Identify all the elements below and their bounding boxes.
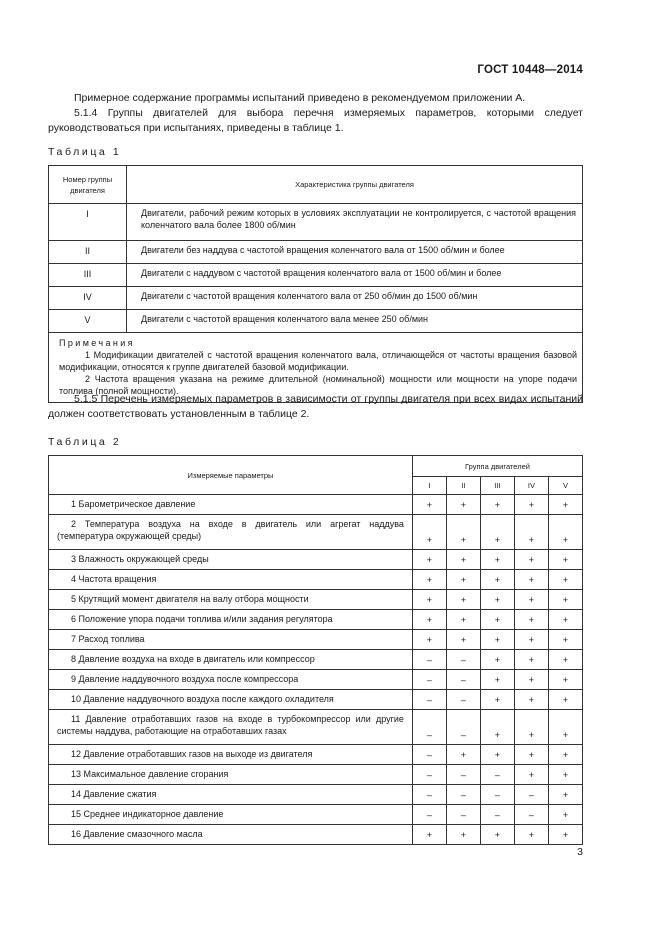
table-row <box>49 630 583 650</box>
param-name-cell <box>49 690 413 710</box>
table-row <box>49 204 583 241</box>
group-mark-cell: + <box>514 515 548 550</box>
param-name: Расход топлива <box>78 634 145 644</box>
param-number: 14 <box>71 789 82 799</box>
param-name: Влажность окружающей среды <box>78 554 209 564</box>
param-name: Среднее индикаторное давление <box>83 809 224 819</box>
group-mark-cell: + <box>548 785 582 805</box>
param-name-cell <box>49 670 413 690</box>
param-number: 15 <box>71 809 82 819</box>
section-paragraph-515 <box>48 392 583 422</box>
table-row <box>49 745 583 765</box>
table-row <box>49 765 583 785</box>
group-mark-cell: + <box>446 745 480 765</box>
param-name-cell <box>49 785 413 805</box>
group-mark-cell: + <box>548 610 582 630</box>
group-mark-cell: + <box>446 570 480 590</box>
param-name: Давление смазочного масла <box>83 829 203 839</box>
group-mark-cell: + <box>446 825 480 845</box>
intro-paragraph-2 <box>48 106 583 136</box>
group-mark-cell: – <box>412 765 446 785</box>
group-mark-cell: – <box>480 785 514 805</box>
param-number: 4 <box>71 574 77 584</box>
param-number: 13 <box>71 769 82 779</box>
param-name: Барометрическое давление <box>78 499 196 509</box>
group-mark-cell: + <box>514 745 548 765</box>
group-mark-cell: + <box>412 825 446 845</box>
group-mark-cell: + <box>412 610 446 630</box>
group-mark-cell: + <box>514 550 548 570</box>
group-mark-cell: + <box>480 495 514 515</box>
param-number: 9 <box>71 674 77 684</box>
group-mark-cell: – <box>412 670 446 690</box>
group-mark-cell: – <box>446 785 480 805</box>
intro-text-2: 5.1.4 Группы двигателей для выбора перечня измеряемых параметров, которыми следует руководствоваться при испытаниях, приведены в таблице 1. <box>48 107 583 134</box>
intro-text-1: Примерное содержание программы испытаний приведено в рекомендуемом приложении А. <box>74 92 526 104</box>
group-mark-cell: – <box>446 650 480 670</box>
group-mark-cell: + <box>548 570 582 590</box>
table2-header-params: Измеряемые параметры <box>49 456 413 495</box>
group-mark-cell: + <box>548 690 582 710</box>
page-number: 3 <box>577 846 583 858</box>
param-name: Положение упора подачи топлива и/или задания регулятора <box>78 614 333 624</box>
group-mark-cell: + <box>480 690 514 710</box>
param-name: Крутящий момент двигателя на валу отбора мощности <box>78 594 309 604</box>
group-mark-cell: + <box>548 515 582 550</box>
table1-cell-desc: Двигатели с частотой вращения коленчатого вала менее 250 об/мин <box>127 310 583 333</box>
param-number: 16 <box>71 829 82 839</box>
group-mark-cell: + <box>480 710 514 745</box>
group-mark-cell: + <box>412 590 446 610</box>
param-name-cell <box>49 550 413 570</box>
group-mark-cell: + <box>480 515 514 550</box>
param-name: Давление наддувочного воздуха после каждого охладителя <box>83 694 334 704</box>
group-mark-cell: + <box>548 630 582 650</box>
document-code: ГОСТ 10448—2014 <box>477 64 583 76</box>
table1-cell-desc: Двигатели с частотой вращения коленчатого вала от 250 об/мин до 1500 об/мин <box>127 287 583 310</box>
group-mark-cell: + <box>412 495 446 515</box>
group-mark-cell: + <box>480 650 514 670</box>
group-mark-cell: + <box>514 710 548 745</box>
group-mark-cell: + <box>548 765 582 785</box>
table-1 <box>48 165 583 403</box>
table2-caption: Таблица 2 <box>48 436 122 448</box>
table1-cell-group: V <box>49 310 127 333</box>
group-mark-cell: + <box>446 550 480 570</box>
table-row <box>49 310 583 333</box>
param-number: 5 <box>71 594 77 604</box>
param-number: 7 <box>71 634 77 644</box>
group-mark-cell: – <box>446 690 480 710</box>
group-mark-cell: + <box>548 745 582 765</box>
group-mark-cell: + <box>514 590 548 610</box>
table-row <box>49 650 583 670</box>
table-row <box>49 785 583 805</box>
table1-cell-group: IV <box>49 287 127 310</box>
group-mark-cell: + <box>480 630 514 650</box>
table-row <box>49 690 583 710</box>
group-mark-cell: – <box>514 805 548 825</box>
table-row <box>49 241 583 264</box>
table2-header-group-i: I <box>412 477 446 495</box>
table1-cell-desc: Двигатели, рабочий режим которых в условиях эксплуатации не контролируется, с частотой вращения коленчатого вала более 1800 об/мин <box>127 204 583 241</box>
param-name-cell <box>49 765 413 785</box>
group-mark-cell: + <box>548 825 582 845</box>
table-row <box>49 570 583 590</box>
param-name: Давление отработавших газов на входе в турбокомпрессор или другие системы наддува, работающие на отработавших газах <box>57 714 404 736</box>
param-name: Давление отработавших газов на выходе из двигателя <box>83 749 313 759</box>
param-number: 12 <box>71 749 82 759</box>
param-name-cell <box>49 610 413 630</box>
group-mark-cell: + <box>548 550 582 570</box>
table2-header-groups: Группа двигателей <box>412 456 582 477</box>
group-mark-cell: + <box>480 825 514 845</box>
group-mark-cell: + <box>480 610 514 630</box>
group-mark-cell: + <box>514 765 548 785</box>
param-number: 11 <box>71 714 81 724</box>
group-mark-cell: – <box>480 805 514 825</box>
group-mark-cell: + <box>548 650 582 670</box>
param-name: Давление сжатия <box>83 789 157 799</box>
table1-cell-group: I <box>49 204 127 241</box>
table-row <box>49 515 583 550</box>
group-mark-cell: + <box>480 590 514 610</box>
table1-cell-group: III <box>49 264 127 287</box>
param-name-cell <box>49 745 413 765</box>
table-2 <box>48 455 583 845</box>
param-name-cell <box>49 710 413 745</box>
table2-header-group-ii: II <box>446 477 480 495</box>
group-mark-cell: – <box>412 805 446 825</box>
group-mark-cell: + <box>412 515 446 550</box>
group-mark-cell: – <box>412 745 446 765</box>
group-mark-cell: + <box>548 670 582 690</box>
param-name-cell <box>49 515 413 550</box>
table2-header-group-v: V <box>548 477 582 495</box>
group-mark-cell: + <box>480 745 514 765</box>
table2-body <box>49 495 583 845</box>
group-mark-cell: + <box>548 710 582 745</box>
group-mark-cell: – <box>446 765 480 785</box>
table-row <box>49 610 583 630</box>
group-mark-cell: – <box>412 710 446 745</box>
param-name-cell <box>49 825 413 845</box>
group-mark-cell: + <box>480 550 514 570</box>
group-mark-cell: + <box>446 495 480 515</box>
group-mark-cell: + <box>514 570 548 590</box>
group-mark-cell: + <box>446 515 480 550</box>
param-name-cell <box>49 650 413 670</box>
param-number: 2 <box>71 519 77 529</box>
group-mark-cell: + <box>446 590 480 610</box>
table-row <box>49 264 583 287</box>
group-mark-cell: + <box>514 650 548 670</box>
group-mark-cell: + <box>412 570 446 590</box>
param-name: Температура воздуха на входе в двигатель или агрегат наддува (температура окружающей среды) <box>57 519 404 541</box>
group-mark-cell: – <box>446 710 480 745</box>
param-name-cell <box>49 570 413 590</box>
param-name: Давление наддувочного воздуха после компрессора <box>78 674 299 684</box>
group-mark-cell: + <box>480 670 514 690</box>
note-1: 1 Модификации двигателей с частотой вращения коленчатого вала, отличающейся от частоты вращения базовой модификации, относятся к группе двигателей базовой модификации. <box>59 350 577 372</box>
group-mark-cell: + <box>514 670 548 690</box>
intro-paragraph-1 <box>48 91 583 106</box>
section-text-515: 5.1.5 Перечень измеряемых параметров в зависимости от группы двигателя при всех видах испытаний должен соответствовать установленным в таблице 2. <box>48 393 583 420</box>
param-name: Давление воздуха на входе в двигатель или компрессор <box>78 654 315 664</box>
param-number: 8 <box>71 654 77 664</box>
table1-cell-group: II <box>49 241 127 264</box>
group-mark-cell: – <box>514 785 548 805</box>
group-mark-cell: – <box>412 650 446 670</box>
table2-header-group-iv: IV <box>514 477 548 495</box>
group-mark-cell: – <box>446 670 480 690</box>
param-number: 10 <box>71 694 82 704</box>
param-name-cell <box>49 630 413 650</box>
param-number: 6 <box>71 614 77 624</box>
note-2: 2 Частота вращения указана на режиме длительной (номинальной) мощности или мощности на упоре подачи топлива (полной мощности). <box>59 374 577 396</box>
table1-header-group: Номер группы двигателя <box>49 166 127 204</box>
group-mark-cell: + <box>480 570 514 590</box>
group-mark-cell: + <box>514 630 548 650</box>
table1-cell-desc: Двигатели с наддувом с частотой вращения коленчатого вала от 1500 об/мин и более <box>127 264 583 287</box>
table-row <box>49 805 583 825</box>
group-mark-cell: + <box>412 630 446 650</box>
table-row <box>49 495 583 515</box>
group-mark-cell: + <box>514 690 548 710</box>
param-name-cell <box>49 590 413 610</box>
param-name-cell <box>49 495 413 515</box>
group-mark-cell: – <box>412 785 446 805</box>
table2-header-group-iii: III <box>480 477 514 495</box>
table1-header-desc: Характеристика группы двигателя <box>127 166 583 204</box>
group-mark-cell: – <box>446 805 480 825</box>
param-number: 1 <box>71 499 77 509</box>
group-mark-cell: – <box>480 765 514 785</box>
param-name: Частота вращения <box>78 574 157 584</box>
notes-title: Примечания <box>59 338 135 348</box>
table-row <box>49 590 583 610</box>
table-row <box>49 670 583 690</box>
group-mark-cell: + <box>548 495 582 515</box>
table1-cell-desc: Двигатели без наддува с частотой вращения коленчатого вала от 1500 об/мин и более <box>127 241 583 264</box>
table1-caption: Таблица 1 <box>48 146 122 158</box>
param-name-cell <box>49 805 413 825</box>
param-number: 3 <box>71 554 77 564</box>
param-name: Максимальное давление сгорания <box>83 769 229 779</box>
table-row <box>49 287 583 310</box>
table-row <box>49 825 583 845</box>
table-row <box>49 710 583 745</box>
group-mark-cell: + <box>514 825 548 845</box>
group-mark-cell: + <box>548 805 582 825</box>
group-mark-cell: + <box>412 550 446 570</box>
group-mark-cell: + <box>446 610 480 630</box>
group-mark-cell: + <box>548 590 582 610</box>
group-mark-cell: + <box>514 495 548 515</box>
group-mark-cell: – <box>412 690 446 710</box>
group-mark-cell: + <box>514 610 548 630</box>
group-mark-cell: + <box>446 630 480 650</box>
table-row <box>49 550 583 570</box>
